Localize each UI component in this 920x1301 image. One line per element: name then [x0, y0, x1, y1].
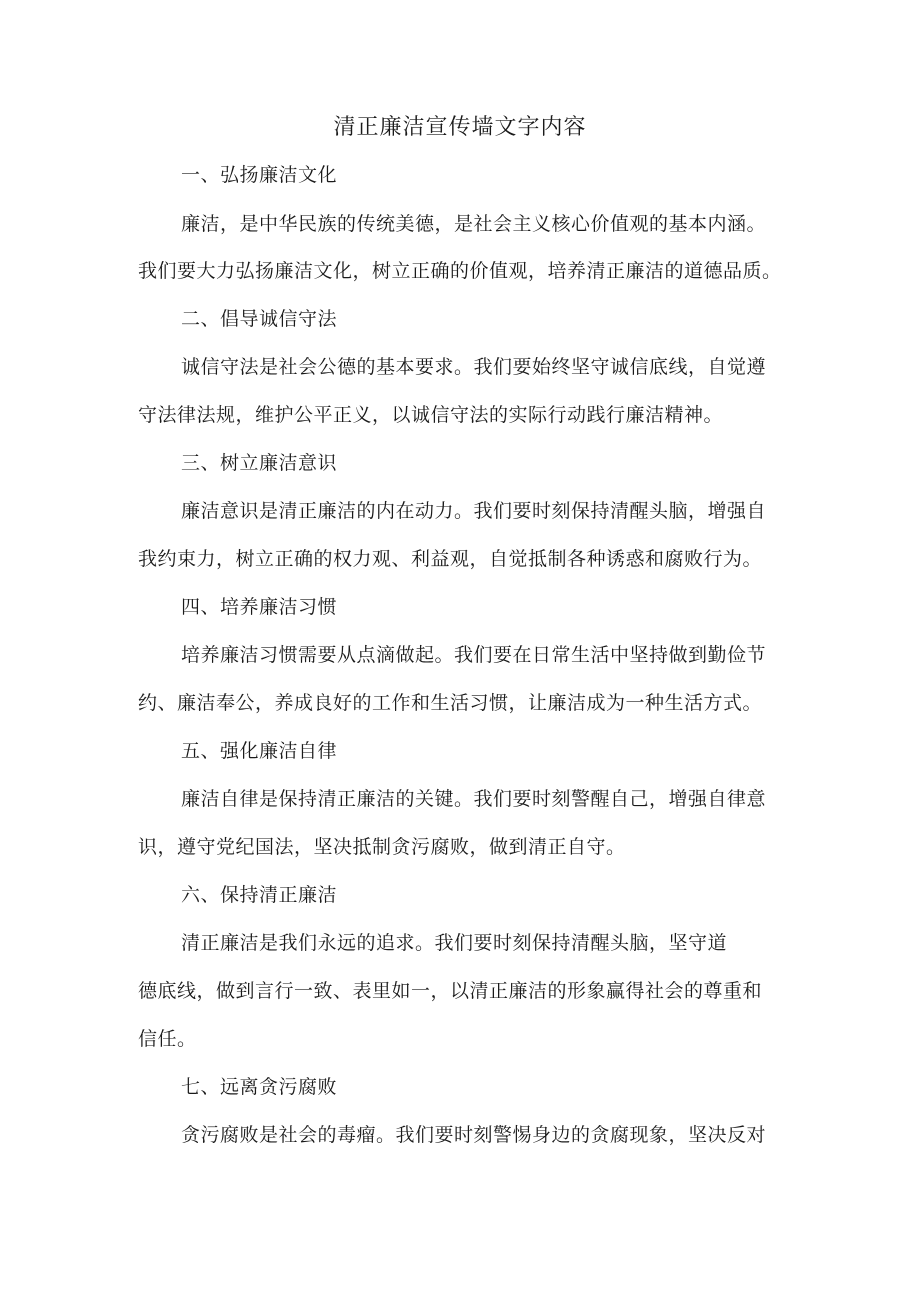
section-heading: 二、倡导诚信守法 — [181, 308, 338, 330]
document-title: 清正廉洁宣传墙文字内容 — [333, 115, 587, 140]
paragraph-line: 廉洁，是中华民族的传统美德，是社会主义核心价值观的基本内涵。 — [181, 213, 767, 235]
paragraph-line: 守法律法规，维护公平正义，以诚信守法的实际行动践行廉洁精神。 — [138, 404, 724, 426]
paragraph-line: 培养廉洁习惯需要从点滴做起。我们要在日常生活中坚持做到勤俭节 — [181, 644, 767, 666]
section-heading: 三、树立廉洁意识 — [181, 452, 338, 474]
paragraph-line: 德底线，做到言行一致、表里如一，以清正廉洁的形象赢得社会的尊重和 — [138, 980, 763, 1002]
section-heading: 七、远离贪污腐败 — [181, 1076, 338, 1098]
paragraph-line: 约、廉洁奉公，养成良好的工作和生活习惯，让廉洁成为一种生活方式。 — [138, 692, 763, 714]
section-heading: 六、保持清正廉洁 — [181, 884, 338, 906]
paragraph-line: 廉洁自律是保持清正廉洁的关键。我们要时刻警醒自己，增强自律意 — [181, 788, 767, 810]
paragraph-line: 清正廉洁是我们永远的追求。我们要时刻保持清醒头脑，坚守道 — [181, 932, 728, 954]
paragraph-line: 诚信守法是社会公德的基本要求。我们要始终坚守诚信底线，自觉遵 — [181, 356, 767, 378]
paragraph-line: 贪污腐败是社会的毒瘤。我们要时刻警惕身边的贪腐现象，坚决反对 — [181, 1124, 767, 1146]
section-heading: 五、强化廉洁自律 — [181, 740, 338, 762]
paragraph-line: 信任。 — [138, 1028, 197, 1050]
section-heading: 一、弘扬廉洁文化 — [181, 164, 338, 186]
paragraph-line: 我约束力，树立正确的权力观、利益观，自觉抵制各种诱惑和腐败行为。 — [138, 548, 763, 570]
section-heading: 四、培养廉洁习惯 — [181, 596, 338, 618]
paragraph-line: 我们要大力弘扬廉洁文化，树立正确的价值观，培养清正廉洁的道德品质。 — [138, 260, 782, 282]
paragraph-line: 识，遵守党纪国法，坚决抵制贪污腐败，做到清正自守。 — [138, 836, 626, 858]
paragraph-line: 廉洁意识是清正廉洁的内在动力。我们要时刻保持清醒头脑，增强自 — [181, 500, 767, 522]
